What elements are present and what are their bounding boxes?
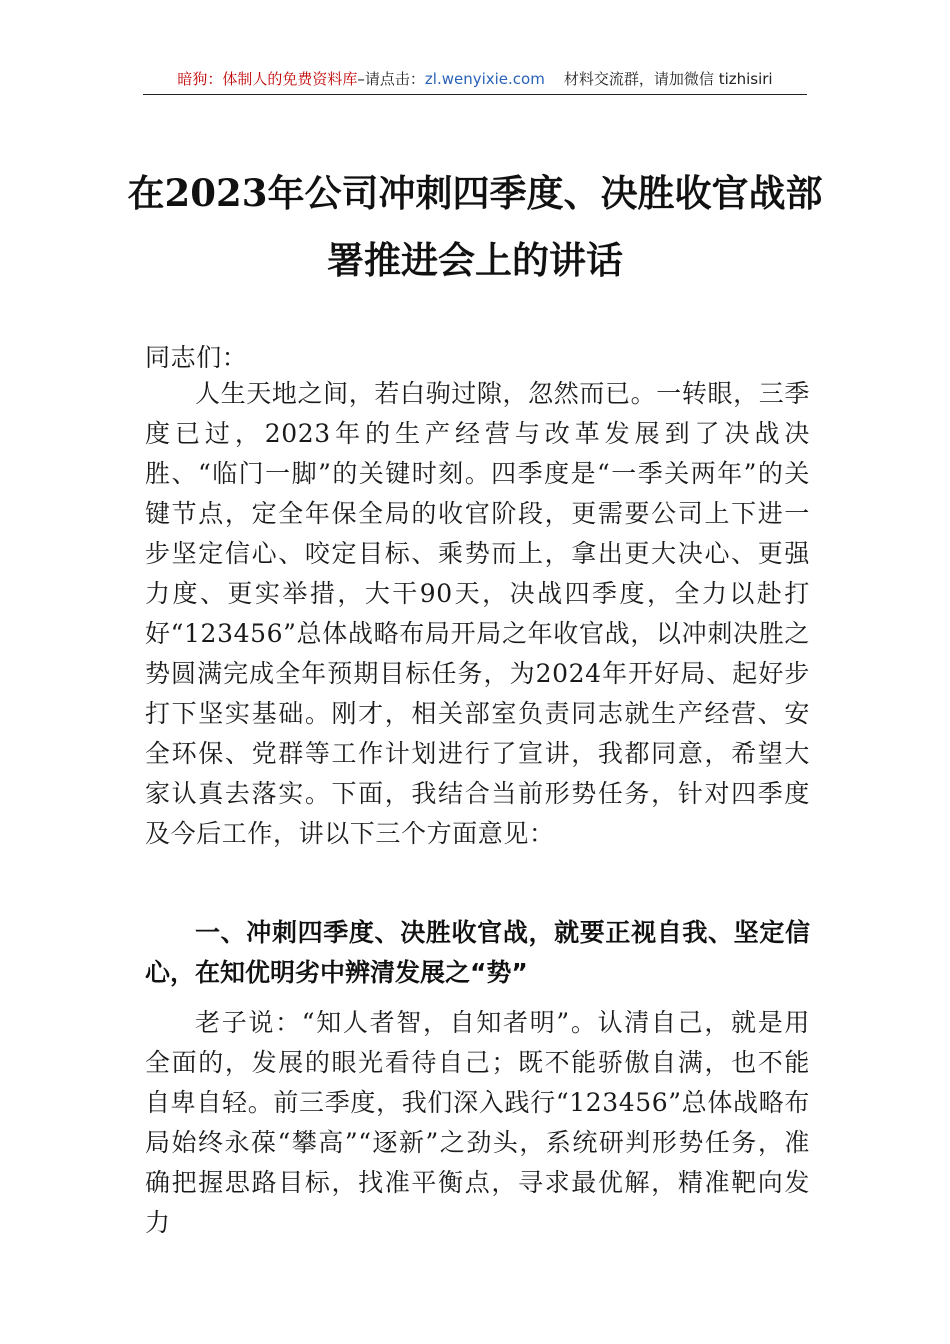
page-header (143, 68, 807, 95)
body-paragraph-2: 老子说：“知人者智，自知者明”。认清自己，就是用全面的，发展的眼光看待自己；既不能骄傲自满，也不能自卑自轻。前三季度，我们深入践行“123456”总体战略布局始终永葆“攀高”“逐新”之劲头，系统研判形势任务，准确把握思路目标，找准平衡点，寻求最优解，精准靶向发力 (145, 1008, 810, 1237)
header-prompt: –请点击： (357, 70, 425, 88)
header-contact: 材料交流群，请加微信 tizhisiri (563, 70, 773, 88)
salutation: 同志们： (145, 343, 248, 372)
header-url-link[interactable]: zl.wenyixie.com (424, 70, 545, 88)
document-title-line1: 在2023年公司冲刺四季度、决胜收官战部 (127, 171, 823, 215)
document-title-line2: 署推进会上的讲话 (327, 238, 623, 282)
header-brand: 暗狗：体制人的免费资料库 (177, 70, 358, 88)
body-paragraph-1: 人生天地之间，若白驹过隙，忽然而已。一转眼，三季度已过，2023年的生产经营与改革发展到了决战决胜、“临门一脚”的关键时刻。四季度是“一季关两年”的关键节点，定全年保全局的收官阶段，更需要公司上下进一步坚定信心、咬定目标、乘势而上，拿出更大决心、更强力度、更实举措，大干90天，决战四季度，全力以赴打好“123456”总体战略布局开局之年收官战，以冲刺决胜之势圆满完成全年预期目标任务，为2024年开好局、起好步打下坚实基础。刚才，相关部室负责同志就生产经营、安全环保、党群等工作计划进行了宣讲，我都同意，希望大家认真去落实。下面，我结合当前形势任务，针对四季度及今后工作，讲以下三个方面意见： (145, 379, 810, 848)
section-heading-1: 一、冲刺四季度、决胜收官战，就要正视自我、坚定信心，在知优明劣中辨清发展之“势” (145, 918, 810, 987)
